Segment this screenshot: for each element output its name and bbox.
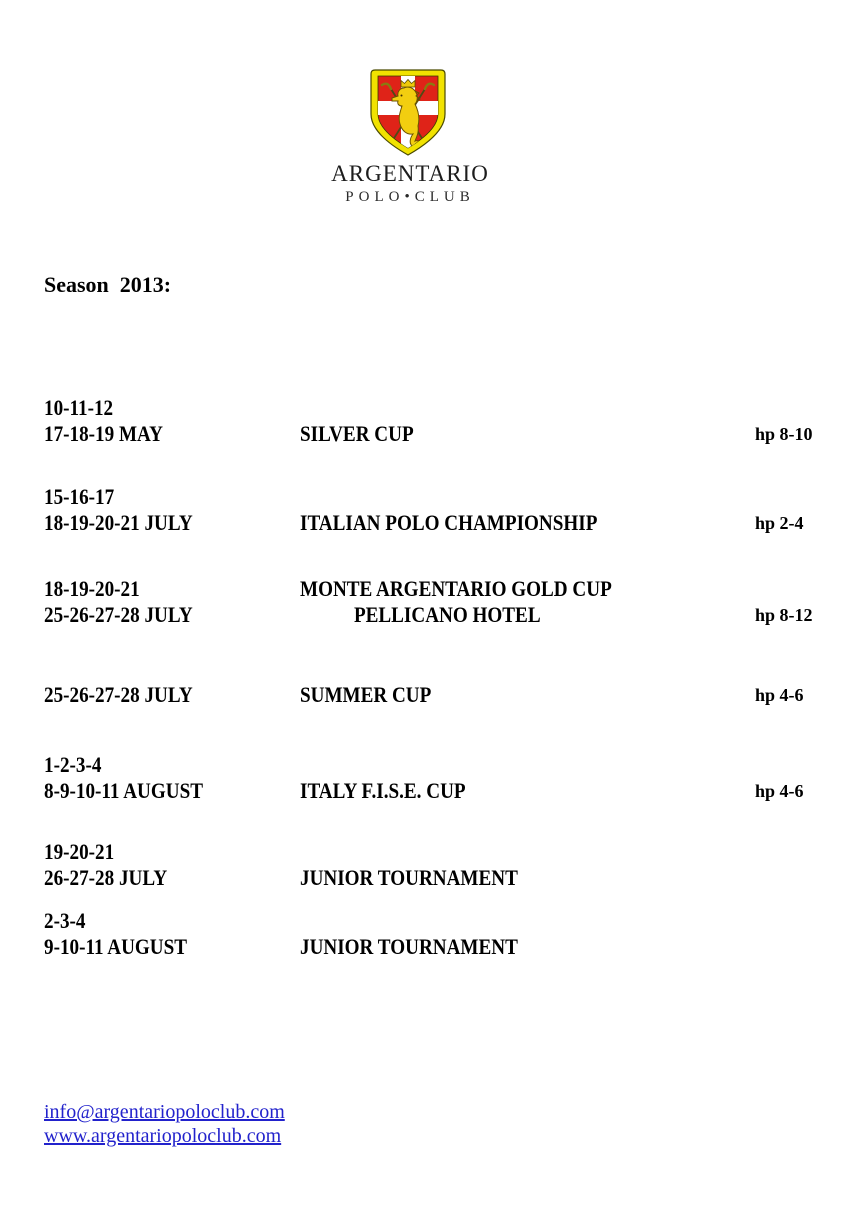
event-name: MONTE ARGENTARIO GOLD CUP PELLICANO HOTEL: [300, 576, 612, 627]
date-line: 1-2-3-4: [44, 752, 102, 777]
date-line: 25-26-27-28 JULY: [44, 602, 193, 627]
event-dates: [44, 395, 163, 447]
date-line: 26-27-28 JULY: [44, 865, 168, 890]
date-line: 18-19-20-21: [44, 576, 140, 601]
event-dates: [44, 839, 167, 891]
event-dates: [44, 576, 193, 628]
event-name: SILVER CUP: [300, 421, 414, 446]
date-line: 10-11-12: [44, 395, 114, 420]
event-name: SUMMER CUP: [300, 682, 432, 707]
event-name: ITALIAN POLO CHAMPIONSHIP: [300, 510, 598, 535]
date-line: 15-16-17: [44, 484, 115, 509]
email-link[interactable]: info@argentariopoloclub.com: [44, 1101, 285, 1123]
event-dates: [44, 484, 193, 536]
date-line: 2-3-4: [44, 908, 86, 933]
event-handicap: hp 8-12: [755, 605, 813, 625]
event-dates: [44, 908, 187, 960]
event-name: JUNIOR TOURNAMENT: [300, 865, 518, 890]
date-line: 18-19-20-21 JULY: [44, 510, 193, 535]
event-name: JUNIOR TOURNAMENT: [300, 934, 518, 959]
event-dates: [44, 682, 193, 708]
event-dates: [44, 752, 203, 804]
date-line: 19-20-21: [44, 839, 115, 864]
date-line: 9-10-11 AUGUST: [44, 934, 188, 959]
website-link[interactable]: www.argentariopoloclub.com: [44, 1125, 282, 1147]
club-crest-icon: [368, 68, 448, 157]
event-handicap: hp 2-4: [755, 513, 804, 533]
event-name: ITALY F.I.S.E. CUP: [300, 778, 466, 803]
club-name: ARGENTARIO: [331, 161, 489, 186]
event-handicap: hp 4-6: [755, 781, 804, 801]
date-line: 25-26-27-28 JULY: [44, 682, 193, 707]
date-line: 8-9-10-11 AUGUST: [44, 778, 203, 803]
event-handicap: hp 4-6: [755, 685, 804, 705]
event-name-line2: PELLICANO HOTEL: [353, 602, 541, 627]
club-logo: [310, 0, 510, 210]
season-heading: Season 2013:: [44, 272, 172, 297]
club-subtitle: POLO•CLUB: [345, 189, 475, 205]
event-handicap: hp 8-10: [755, 424, 813, 444]
contact-footer: [44, 1100, 285, 1148]
date-line: 17-18-19 MAY: [44, 421, 163, 446]
